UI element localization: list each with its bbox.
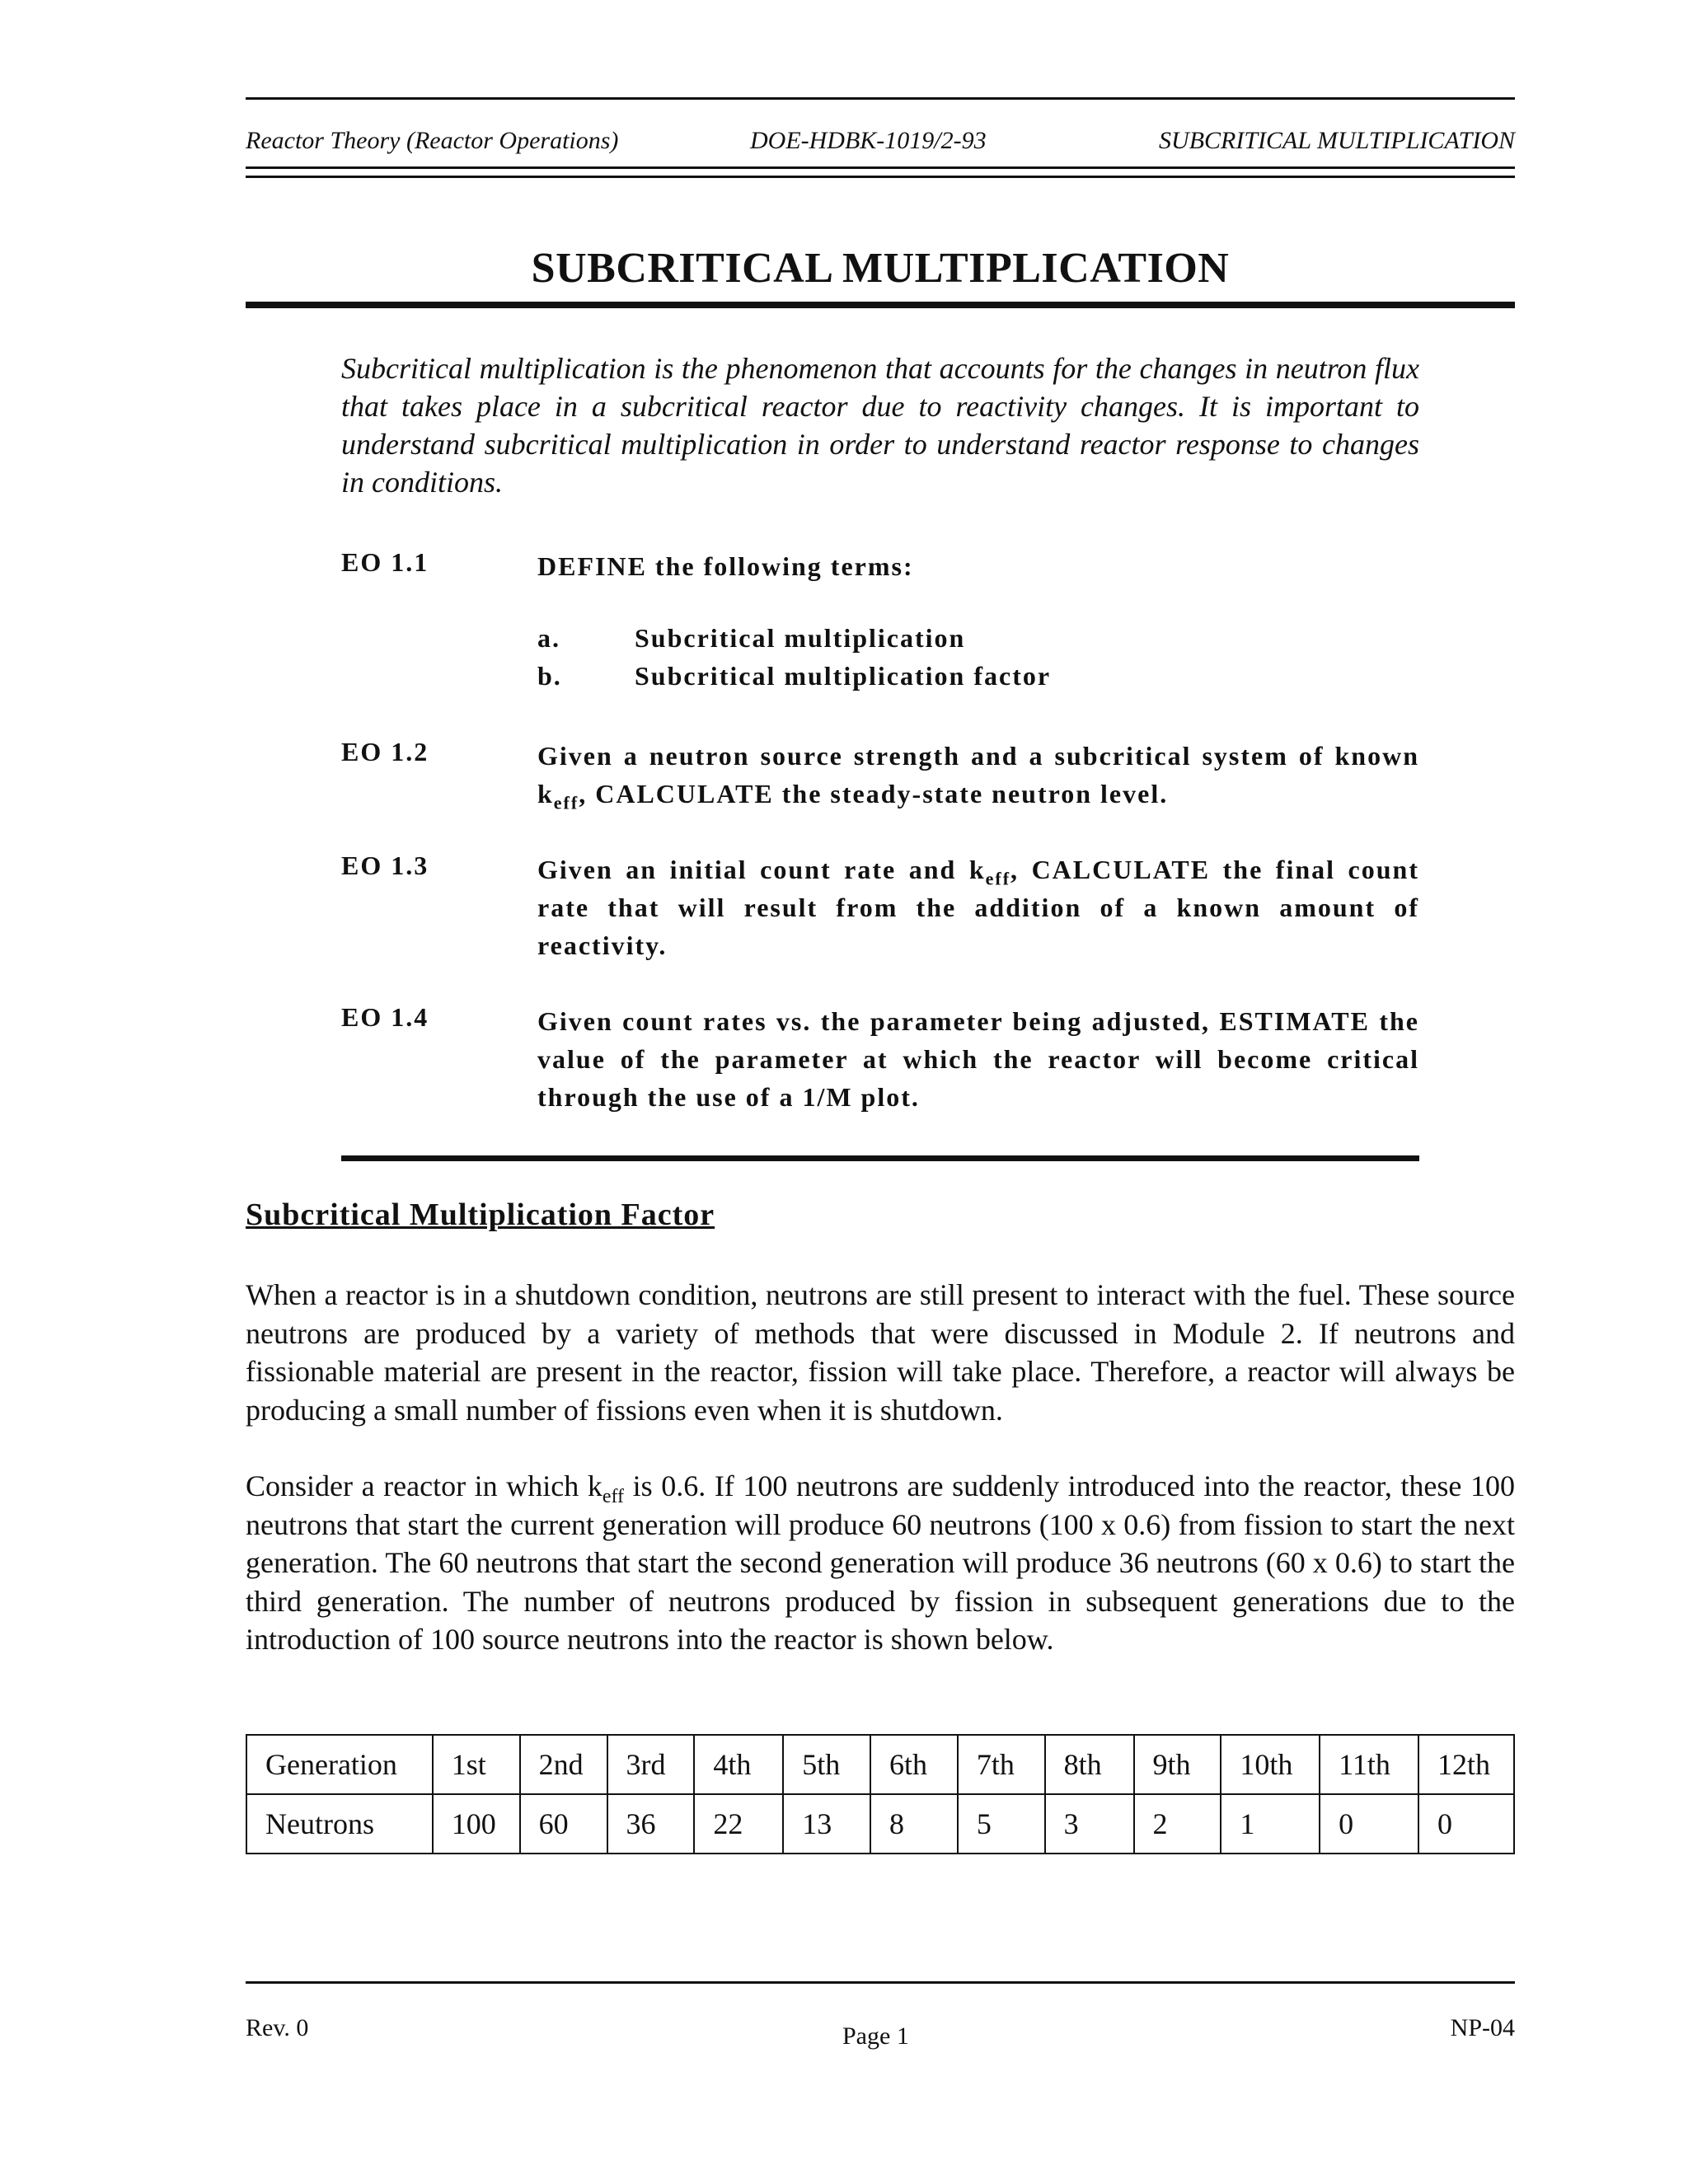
table-cell: 3rd: [607, 1735, 695, 1794]
objective-text: Given count rates vs. the parameter being adjusted, ESTIMATE the value of the parameter at which the reactor will become critical through the use of a 1/M plot.: [537, 1006, 1419, 1112]
header-bottom-rule-2: [246, 176, 1515, 178]
table-cell: 0: [1320, 1794, 1418, 1854]
table-cell: 2: [1134, 1794, 1221, 1854]
objective-text: [537, 737, 1419, 813]
header-top-rule: [246, 97, 1515, 100]
body-paragraph: [246, 1467, 1515, 1659]
objective-subitem-letter: b.: [537, 661, 562, 691]
objective-text-part: Given an initial count rate and k: [537, 855, 986, 884]
intro-paragraph: Subcritical multiplication is the phenomenon that accounts for the changes in neutron flux that takes place in a subcritical reactor due to reactivity changes. It is important to understand subcritical multiplication in order to understand reactor response to changes in conditions.: [341, 352, 1419, 499]
section-heading: Subcritical Multiplication Factor: [246, 1197, 715, 1232]
table-cell: 22: [694, 1794, 783, 1854]
table-cell: 100: [433, 1794, 520, 1854]
keff-subscript: eff: [553, 792, 579, 813]
footer-chapter-code: NP-04: [1450, 2014, 1515, 2041]
keff-subscript: eff: [602, 1486, 625, 1508]
footer-revision: Rev. 0: [246, 2014, 309, 2041]
objective-subitem-letter: a.: [537, 623, 560, 653]
objective-text-part: , CALCULATE the final count rate that will result from the addition of a known amount of reactivity.: [537, 855, 1420, 960]
table-row-header: Neutrons: [246, 1794, 433, 1854]
objective-text-part: Given a neutron source strength and a subcritical system of known k: [537, 741, 1419, 808]
table-cell: 8: [870, 1794, 958, 1854]
table-cell: 12th: [1418, 1735, 1514, 1794]
objective-label: EO 1.4: [341, 1002, 429, 1032]
generation-table: [246, 1734, 1515, 1854]
table-cell: 13: [783, 1794, 870, 1854]
table-cell: 2nd: [520, 1735, 607, 1794]
table-cell: 8th: [1045, 1735, 1134, 1794]
table-row: [246, 1794, 1514, 1854]
objective-subitem-text: Subcritical multiplication: [635, 623, 966, 653]
table-cell: 6th: [870, 1735, 958, 1794]
objective-label: EO 1.3: [341, 851, 429, 880]
header-left-text: Reactor Theory (Reactor Operations): [246, 127, 619, 154]
objective-label: EO 1.2: [341, 737, 429, 766]
header-bottom-rule-1: [246, 166, 1515, 169]
table-row-header: Generation: [246, 1735, 433, 1794]
footer-rule: [246, 1981, 1515, 1984]
table-cell: 1st: [433, 1735, 520, 1794]
objective-subitem-text: Subcritical multiplication factor: [635, 661, 1052, 691]
body-paragraph: When a reactor is in a shutdown condition, neutrons are still present to interact with the fuel. These source neutrons are produced by a variety of methods that were discussed in Module 2. If neutrons and fissionable material are present in the reactor, fission will take place. Therefore, a reactor will always be producing a small number of fissions even when it is shutdown.: [246, 1278, 1515, 1427]
table-cell: 7th: [958, 1735, 1045, 1794]
page-number: Page 1: [842, 2022, 909, 2050]
table-cell: 4th: [694, 1735, 783, 1794]
keff-subscript: eff: [985, 868, 1011, 889]
page-title: SUBCRITICAL MULTIPLICATION: [531, 245, 1230, 292]
header-right-text: SUBCRITICAL MULTIPLICATION: [1159, 127, 1515, 154]
table-cell: 36: [607, 1794, 695, 1854]
paragraph-text-part: is 0.6. If 100 neutrons are suddenly introduced into the reactor, these 100 neutrons that start the current generation will produce 60 neutrons (100 x 0.6) from fission to start the next generation. The 60 neutrons that start the second generation will produce 36 neutrons (60 x 0.6) to start the third generation. The number of neutrons produced by fission in subsequent generations due to the introduction of 100 source neutrons into the reactor is shown below.: [246, 1469, 1515, 1656]
table-cell: 11th: [1320, 1735, 1418, 1794]
table-cell: 5: [958, 1794, 1045, 1854]
header-center-text: DOE-HDBK-1019/2-93: [750, 127, 987, 154]
table-cell: 1: [1221, 1794, 1320, 1854]
table-cell: 10th: [1221, 1735, 1320, 1794]
paragraph-text-part: Consider a reactor in which k: [246, 1469, 603, 1502]
title-rule: [246, 302, 1515, 308]
table-row: [246, 1735, 1514, 1794]
table-cell: 0: [1418, 1794, 1514, 1854]
table-cell: 60: [520, 1794, 607, 1854]
table-cell: 5th: [783, 1735, 870, 1794]
table-cell: 9th: [1134, 1735, 1221, 1794]
objectives-bottom-rule: [341, 1155, 1419, 1161]
objective-text: DEFINE the following terms:: [537, 551, 914, 581]
objective-text-part: , CALCULATE the steady-state neutron level.: [579, 779, 1169, 808]
objective-label: EO 1.1: [341, 547, 429, 577]
table-cell: 3: [1045, 1794, 1134, 1854]
objective-text: [537, 851, 1419, 964]
